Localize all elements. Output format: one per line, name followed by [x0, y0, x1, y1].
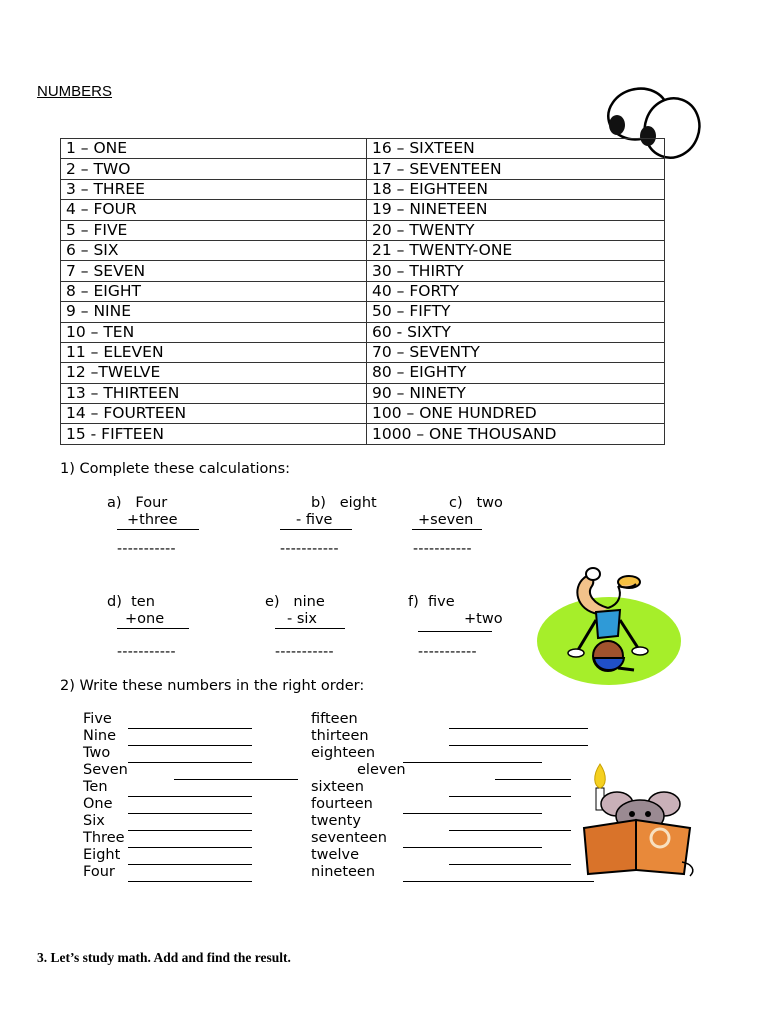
- order-word-left: Nine: [83, 728, 116, 744]
- calc-d-operation: +one: [117, 611, 189, 629]
- answer-blank-left[interactable]: [174, 779, 298, 780]
- answer-blank-right[interactable]: [403, 881, 594, 882]
- answer-blank-left[interactable]: [128, 864, 252, 865]
- answer-blank-right[interactable]: [449, 728, 588, 729]
- numbers-table-cell: 21 – TWENTY-ONE: [367, 240, 665, 260]
- answer-blank-left[interactable]: [128, 881, 252, 882]
- answer-blank-right[interactable]: [495, 779, 571, 780]
- numbers-table-cell: 16 – SIXTEEN: [367, 139, 665, 159]
- answer-blank-left[interactable]: [128, 728, 252, 729]
- calc-a-answer-line[interactable]: -----------: [117, 541, 176, 557]
- answer-blank-left[interactable]: [128, 796, 252, 797]
- numbers-table-cell: 70 – SEVENTY: [367, 342, 665, 362]
- calc-a-top: a) Four: [107, 495, 168, 511]
- order-word-left: Seven: [83, 762, 128, 778]
- numbers-table-cell: 14 – FOURTEEN: [61, 404, 367, 424]
- numbers-table-cell: 60 - SIXTY: [367, 322, 665, 342]
- order-word-right: twenty: [311, 813, 361, 829]
- answer-blank-left[interactable]: [128, 830, 252, 831]
- answer-blank-right[interactable]: [403, 762, 542, 763]
- answer-blank-right[interactable]: [449, 796, 571, 797]
- numbers-table-cell: 50 – FIFTY: [367, 302, 665, 322]
- numbers-table-row: [61, 322, 665, 342]
- numbers-table-cell: 90 – NINETY: [367, 383, 665, 403]
- numbers-table-cell: 3 – THREE: [61, 179, 367, 199]
- numbers-table-row: [61, 220, 665, 240]
- answer-blank-right[interactable]: [403, 813, 542, 814]
- numbers-table-cell: 10 – TEN: [61, 322, 367, 342]
- order-word-left: Two: [83, 745, 111, 761]
- numbers-table-cell: 9 – NINE: [61, 302, 367, 322]
- numbers-table: [60, 138, 665, 445]
- order-word-left: Five: [83, 711, 112, 727]
- calc-c-operation: +seven: [412, 512, 482, 530]
- task1-title: 1) Complete these calculations:: [60, 461, 291, 477]
- calc-b-operation: - five: [280, 512, 352, 530]
- calc-e-answer-line[interactable]: -----------: [275, 644, 334, 660]
- numbers-table-row: [61, 342, 665, 362]
- numbers-table-cell: 17 – SEVENTEEN: [367, 159, 665, 179]
- order-word-left: Four: [83, 864, 115, 880]
- numbers-table-cell: 2 – TWO: [61, 159, 367, 179]
- calc-f-operation: +two: [464, 611, 503, 627]
- order-word-right: seventeen: [311, 830, 387, 846]
- numbers-table-row: [61, 261, 665, 281]
- answer-blank-left[interactable]: [128, 813, 252, 814]
- numbers-table-row: [61, 424, 665, 444]
- numbers-table-row: [61, 139, 665, 159]
- calc-d-top: d) ten: [107, 594, 155, 610]
- answer-blank-right[interactable]: [449, 830, 571, 831]
- numbers-table-cell: 1 – ONE: [61, 139, 367, 159]
- calc-e-operation: - six: [275, 611, 345, 629]
- calc-c-top: c) two: [449, 495, 503, 511]
- numbers-table-row: [61, 404, 665, 424]
- answer-blank-left[interactable]: [128, 762, 252, 763]
- order-word-right: fifteen: [311, 711, 358, 727]
- numbers-table-cell: 15 - FIFTEEN: [61, 424, 367, 444]
- order-word-right: eighteen: [311, 745, 376, 761]
- order-word-right: sixteen: [311, 779, 364, 795]
- page-title: NUMBERS: [37, 83, 113, 100]
- numbers-table-cell: 11 – ELEVEN: [61, 342, 367, 362]
- numbers-table-cell: 7 – SEVEN: [61, 261, 367, 281]
- order-word-left: Eight: [83, 847, 121, 863]
- task2-title: 2) Write these numbers in the right order:: [60, 678, 365, 694]
- order-word-right: fourteen: [311, 796, 373, 812]
- order-word-left: Ten: [83, 779, 108, 795]
- numbers-table-cell: 6 – SIX: [61, 240, 367, 260]
- answer-blank-right[interactable]: [403, 847, 542, 848]
- numbers-table-row: [61, 363, 665, 383]
- order-word-right: thirteen: [311, 728, 369, 744]
- numbers-table-cell: 4 – FOUR: [61, 200, 367, 220]
- order-word-left: One: [83, 796, 113, 812]
- numbers-table-row: [61, 240, 665, 260]
- calc-a-operation: +three: [117, 512, 199, 530]
- answer-blank-left[interactable]: [128, 847, 252, 848]
- numbers-table-cell: 20 – TWENTY: [367, 220, 665, 240]
- numbers-table-cell: 8 – EIGHT: [61, 281, 367, 301]
- answer-blank-right[interactable]: [449, 745, 588, 746]
- task3-title: 3. Let’s study math. Add and find the result.: [37, 950, 291, 965]
- numbers-table-row: [61, 383, 665, 403]
- numbers-table-cell: 12 –TWELVE: [61, 363, 367, 383]
- numbers-table-row: [61, 302, 665, 322]
- mouse-reading-book-image: [572, 758, 700, 878]
- calc-f-top: f) five: [408, 594, 455, 610]
- numbers-table-cell: 18 – EIGHTEEN: [367, 179, 665, 199]
- order-word-left: Six: [83, 813, 105, 829]
- order-word-right: nineteen: [311, 864, 376, 880]
- calc-f-answer-line[interactable]: -----------: [418, 644, 477, 660]
- numbers-table-row: [61, 159, 665, 179]
- numbers-table-row: [61, 200, 665, 220]
- numbers-table-row: [61, 281, 665, 301]
- numbers-table-cell: 80 – EIGHTY: [367, 363, 665, 383]
- answer-blank-left[interactable]: [128, 745, 252, 746]
- numbers-table-cell: 40 – FORTY: [367, 281, 665, 301]
- numbers-table-cell: 5 – FIVE: [61, 220, 367, 240]
- calc-b-top: b) eight: [311, 495, 377, 511]
- calc-c-answer-line[interactable]: -----------: [413, 541, 472, 557]
- numbers-table-row: [61, 179, 665, 199]
- numbers-table-cell: 13 – THIRTEEN: [61, 383, 367, 403]
- calc-f-underline: [418, 631, 492, 632]
- numbers-table-cell: 19 – NINETEEN: [367, 200, 665, 220]
- calc-e-top: e) nine: [265, 594, 325, 610]
- order-word-right: eleven: [357, 762, 406, 778]
- calc-b-answer-line[interactable]: -----------: [280, 541, 339, 557]
- numbers-table-cell: 100 – ONE HUNDRED: [367, 404, 665, 424]
- numbers-table-cell: 30 – THIRTY: [367, 261, 665, 281]
- boy-handstand-image: [536, 558, 686, 688]
- calc-d-answer-line[interactable]: -----------: [117, 644, 176, 660]
- answer-blank-right[interactable]: [449, 864, 571, 865]
- order-word-right: twelve: [311, 847, 359, 863]
- numbers-table-cell: 1000 – ONE THOUSAND: [367, 424, 665, 444]
- order-word-left: Three: [83, 830, 125, 846]
